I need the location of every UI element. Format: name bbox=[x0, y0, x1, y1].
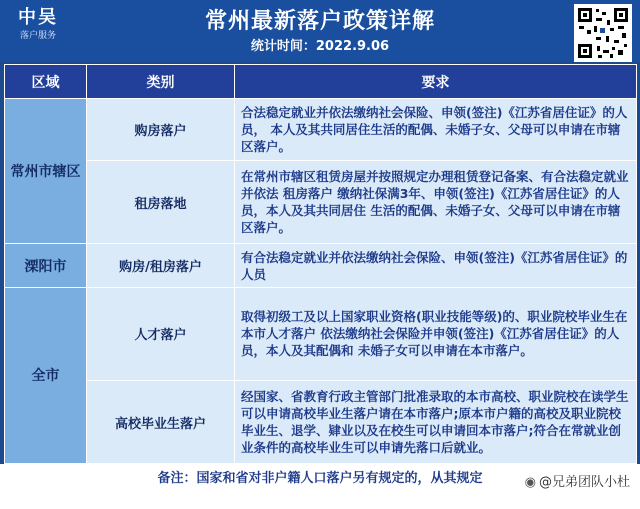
region-cell: 溧阳市 bbox=[5, 244, 87, 288]
requirement-cell: 合法稳定就业并依法缴纳社会保险、申领(签注)《江苏省居住证》的人员， 本人及其共同居住生活的配偶、未婚子女、父母可以申请在市辖区落户。 bbox=[235, 99, 637, 161]
category-cell: 租房落地 bbox=[87, 161, 235, 244]
logo-main-text: 中吴 bbox=[18, 7, 58, 28]
requirement-cell: 在常州市辖区租赁房屋并按照规定办理租赁登记备案、有合法稳定就业并依法 租房落户 缴纳社保满3年、申领(签注)《江苏省居住证》的人员，本人及其共同居住 生活的配偶、未婚子女、父母可以申请在市辖区落户。 bbox=[235, 161, 637, 244]
watermark-text: @兄弟团队小杜 bbox=[538, 475, 630, 490]
table-row bbox=[5, 244, 637, 288]
table-row bbox=[5, 381, 637, 464]
policy-table bbox=[4, 64, 637, 464]
region-cell: 全市 bbox=[5, 287, 87, 463]
category-cell: 高校毕业生落户 bbox=[87, 381, 235, 464]
camera-icon: ◉ bbox=[524, 475, 536, 490]
table-row bbox=[5, 287, 637, 380]
header-category: 类别 bbox=[87, 65, 235, 99]
stat-time: 统计时间：2022.9.06 bbox=[250, 39, 390, 54]
category-cell: 购房落户 bbox=[87, 99, 235, 161]
table-row bbox=[5, 161, 637, 244]
requirement-cell: 取得初级工及以上国家职业资格(职业技能等级)的、职业院校毕业生在本市人才落户 依法缴纳社会保险并申领(签注)《江苏省居住证》的人员，本人及其配偶和 未婚子女可以申请在本市落户。 bbox=[235, 287, 637, 380]
table-header-row bbox=[5, 65, 637, 99]
footer-note: 备注：国家和省对非户籍人口落户另有规定的，从其规定 bbox=[157, 471, 483, 486]
table-row bbox=[5, 99, 637, 161]
header-requirement: 要求 bbox=[235, 65, 637, 99]
qr-code-icon bbox=[574, 4, 632, 62]
requirement-cell: 经国家、省教育行政主管部门批准录取的本市高校、职业院校在读学生可以申请高校毕业生落户请在本市落户;原本市户籍的高校及职业院校毕业生、退学、肄业以及在校生可以申请回本市落户;符合在常就业创业条件的高校毕业生可以申请先落口后就业。 bbox=[235, 381, 637, 464]
requirement-cell: 有合法稳定就业并依法缴纳社会保险、申领(签注)《江苏省居住证》的人员 bbox=[235, 244, 637, 288]
header-banner bbox=[0, 0, 640, 62]
watermark bbox=[525, 474, 630, 492]
category-cell: 人才落户 bbox=[87, 287, 235, 380]
header-region: 区域 bbox=[5, 65, 87, 99]
region-cell: 常州市辖区 bbox=[5, 99, 87, 244]
page-title: 常州最新落户政策详解 bbox=[204, 9, 435, 34]
category-cell: 购房/租房落户 bbox=[87, 244, 235, 288]
logo-sub-text: 落户服务 bbox=[19, 31, 56, 41]
